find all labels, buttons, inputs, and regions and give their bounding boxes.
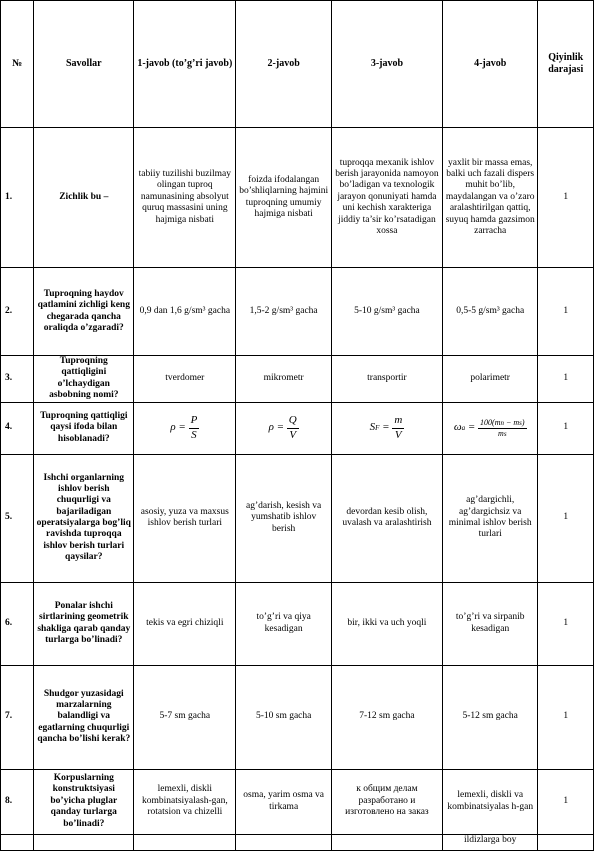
table-row	[1, 582, 594, 665]
table-row	[1, 834, 594, 850]
answer-2-cell: 1,5-2 g/sm³ gacha	[236, 268, 332, 356]
difficulty-cell: 1	[538, 582, 594, 665]
col-header-number: №	[1, 1, 34, 128]
answer-1-cell: 0,9 dan 1,6 g/sm³ gacha	[134, 268, 236, 356]
question-cell: Ishchi organlarning ishlov berish chuqurligi va bajariladigan operatsiyalarga bog’liq ravishda tuproqqa ishlov berish turlari qaysilar?	[34, 454, 134, 582]
answer-1-cell: 5-7 sm gacha	[134, 665, 236, 769]
question-cell: Tuproqning haydov qatlamini zichligi keng chegarada qancha oraliqda o’zgaradi?	[34, 268, 134, 356]
formula-force-cell: ρ = $\frac{Q}{V}$	[236, 402, 332, 454]
answer-4-cell: lemexli, diskli va kombinatsiyalas h-gan	[442, 769, 538, 834]
answer-3-cell: transportir	[331, 356, 442, 403]
table-row	[1, 128, 594, 268]
answer-1-cell: lemexli, diskli kombinatsiyalash-gan, rotatsion va chizelli	[134, 769, 236, 834]
difficulty-cell: 1	[538, 769, 594, 834]
row-number: 5.	[1, 454, 34, 582]
question-cell: Ponalar ishchi sirtlarining geometrik shakliga qarab qanday turlarga bo’linadi?	[34, 582, 134, 665]
answer-2-cell: 5-10 sm gacha	[236, 665, 332, 769]
question-cell	[34, 834, 134, 850]
difficulty-cell	[538, 834, 594, 850]
row-number: 8.	[1, 769, 34, 834]
col-header-difficulty: Qiyinlik darajasi	[538, 1, 594, 128]
difficulty-cell: 1	[538, 402, 594, 454]
formula-specific-cell: SF = $\frac{m}{V}$	[331, 402, 442, 454]
formula-density-cell: ρ = $\frac{P}{S}$	[134, 402, 236, 454]
col-header-answer-2: 2-javob	[236, 1, 332, 128]
answer-2-cell	[236, 834, 332, 850]
question-cell: Shudgor yuzasidagi marzalarning balandligi va egatlarning chuqurligi qancha bo’lishi kerak?	[34, 665, 134, 769]
difficulty-cell: 1	[538, 356, 594, 403]
col-header-answer-4: 4-javob	[442, 1, 538, 128]
answer-4-cell: yaxlit bir massa emas, balki uch fazali dispers muhit bo’lib, maydalangan va o’zaro aralashtirilgan qattiq, suyuq hamda gazsimon zarracha	[442, 128, 538, 268]
difficulty-cell: 1	[538, 665, 594, 769]
answer-2-cell: ag’darish, kesish va yumshatib ishlov berish	[236, 454, 332, 582]
row-number: 4.	[1, 402, 34, 454]
answer-3-cell: к общим делам разработано и изготовлено на заказ	[331, 769, 442, 834]
table-row	[1, 402, 594, 454]
difficulty-cell: 1	[538, 268, 594, 356]
answer-4-cell: to’g’ri va sirpanib kesadigan	[442, 582, 538, 665]
formula-moisture-cell: ωa = $\frac{100(mn - ms)}{ms}$	[442, 402, 538, 454]
difficulty-cell: 1	[538, 128, 594, 268]
table-row	[1, 454, 594, 582]
col-header-answer-3: 3-javob	[331, 1, 442, 128]
answer-1-cell: asosiy, yuza va maxsus ishlov berish turlari	[134, 454, 236, 582]
row-number: 7.	[1, 665, 34, 769]
answer-3-cell: tuproqqa mexanik ishlov berish jarayonida namoyon bo’ladigan va texnologik jarayon qonuniyati hamda uni kechish xarakteriga jiddiy ta’sir ko’rsatadigan xossa	[331, 128, 442, 268]
answer-4-cell: ag’dargichli, ag’dargichsiz va minimal ishlov berish turlari	[442, 454, 538, 582]
table-row	[1, 268, 594, 356]
answer-4-cell: polarimetr	[442, 356, 538, 403]
answer-4-cell: ildizlarga boy	[442, 834, 538, 850]
header-row	[1, 1, 594, 128]
answer-1-cell: tekis va egri chiziqli	[134, 582, 236, 665]
answer-2-cell: foizda ifodalangan bo’shliqlarning hajmini tuproqning umumiy hajmiga nisbati	[236, 128, 332, 268]
answer-4-cell: 5-12 sm gacha	[442, 665, 538, 769]
question-cell: Zichlik bu –	[34, 128, 134, 268]
answer-2-cell: osma, yarim osma va tirkama	[236, 769, 332, 834]
question-cell: Korpuslarning konstruktsiyasi bo’yicha pluglar qanday turlarga bo’linadi?	[34, 769, 134, 834]
col-header-questions: Savollar	[34, 1, 134, 128]
answer-1-cell: tabiiy tuzilishi buzilmay olingan tuproq namunasining absolyut quruq massasini uning hajmiga nisbati	[134, 128, 236, 268]
answer-2-cell: to’g’ri va qiya kesadigan	[236, 582, 332, 665]
col-header-answer-1: 1-javob (to’g’ri javob)	[134, 1, 236, 128]
answer-3-cell: 5-10 g/sm³ gacha	[331, 268, 442, 356]
answer-3-cell	[331, 834, 442, 850]
answer-1-cell	[134, 834, 236, 850]
table-row	[1, 356, 594, 403]
answer-3-cell: bir, ikki va uch yoqli	[331, 582, 442, 665]
question-cell: Tuproqning qattiqligini o’lchaydigan asbobning nomi?	[34, 356, 134, 403]
question-cell: Tuproqning qattiqligi qaysi ifoda bilan hisoblanadi?	[34, 402, 134, 454]
table-row	[1, 769, 594, 834]
row-number	[1, 834, 34, 850]
answer-3-cell: 7-12 sm gacha	[331, 665, 442, 769]
table-row	[1, 665, 594, 769]
answer-1-cell: tverdomer	[134, 356, 236, 403]
answer-4-cell: 0,5-5 g/sm³ gacha	[442, 268, 538, 356]
row-number: 3.	[1, 356, 34, 403]
row-number: 2.	[1, 268, 34, 356]
difficulty-cell: 1	[538, 454, 594, 582]
answer-2-cell: mikrometr	[236, 356, 332, 403]
row-number: 6.	[1, 582, 34, 665]
answer-3-cell: devordan kesib olish, uvalash va aralashtirish	[331, 454, 442, 582]
row-number: 1.	[1, 128, 34, 268]
